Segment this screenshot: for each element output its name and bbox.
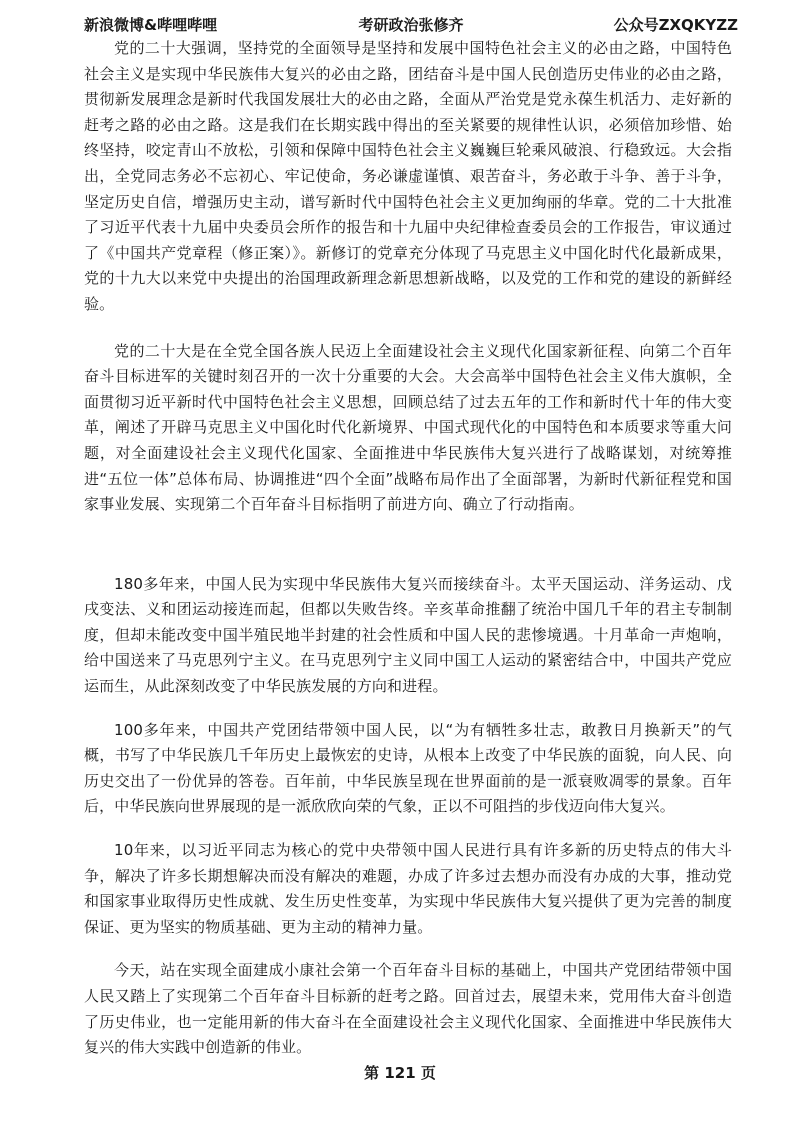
document-body: [84, 36, 732, 1061]
paragraph-2: 党的二十大是在全党全国各族人民迈上全面建设社会主义现代化国家新征程、向第二个百年奋斗目标进军的关键时刻召开的一次十分重要的大会。大会高举中国特色社会主义伟大旗帜，全面贯彻习近平新时代中国特色社会主义思想，回顾总结了过去五年的工作和新时代十年的伟大变革，阐述了开辟马克思主义中国化时代化新境界、中国式现代化的中国特色和本质要求等重大问题，对全面建设社会主义现代化国家、全面推进中华民族伟大复兴进行了战略谋划，对统筹推进“五位一体”总体布局、协调推进“四个全面”战略布局作出了全面部署，为新时代新征程党和国家事业发展、实现第二个百年奋斗目标指明了前进方向、确立了行动指南。: [84, 341, 732, 514]
paragraph-6: 今天，站在实现全面建成小康社会第一个百年奋斗目标的基础上，中国共产党团结带领中国人民又踏上了实现第二个百年奋斗目标新的赶考之路。回首过去，展望未来，党用伟大奋斗创造了历史伟业，也一定能用新的伟大奋斗在全面建设社会主义现代化国家、全面推进中华民族伟大复兴的伟大实践中创造新的伟业。: [84, 961, 732, 1057]
header-wechat-account: 公众号ZXQKYZZ: [613, 16, 738, 34]
paragraph-3: 180多年来，中国人民为实现中华民族伟大复兴而接续奋斗。太平天国运动、洋务运动、戊戌变法、义和团运动接连而起，但都以失败告终。辛亥革命推翻了统治中国几千年的君主专制制度，但却未能改变中国半殖民地半封建的社会性质和中国人民的悲惨境遇。十月革命一声炮响，给中国送来了马克思列宁主义。在马克思列宁主义同中国工人运动的紧密结合中，中国共产党应运而生，从此深刻改变了中华民族发展的方向和进程。: [84, 574, 732, 696]
paragraph-5: 10年来，以习近平同志为核心的党中央带领中国人民进行具有许多新的历史特点的伟大斗争，解决了许多长期想解决而没有解决的难题，办成了许多过去想办而没有办成的大事，推动党和国家事业取得历史性成就、发生历史性变革，为实现中华民族伟大复兴提供了更为完善的制度保证、更为坚实的物质基础、更为主动的精神力量。: [84, 841, 732, 936]
page-number: 第 121 页: [364, 1064, 436, 1082]
header-title: 考研政治张修齐: [358, 16, 464, 34]
header-weibo-bilibili: 新浪微博&哔哩哔哩: [84, 16, 218, 34]
page-header: [84, 12, 738, 38]
paragraph-4: 100多年来，中国共产党团结带领中国人民，以“为有牺牲多壮志，敢教日月换新天”的气概，书写了中华民族几千年历史上最恢宏的史诗，从根本上改变了中华民族的面貌，向人民、向历史交出了一份优异的答卷。百年前，中华民族呈现在世界面前的是一派衰败凋零的景象。百年后，中华民族向世界展现的是一派欣欣向荣的气象，正以不可阻挡的步伐迈向伟大复兴。: [84, 720, 732, 816]
paragraph-1: 党的二十大强调，坚持党的全面领导是坚持和发展中国特色社会主义的必由之路，中国特色社会主义是实现中华民族伟大复兴的必由之路，团结奋斗是中国人民创造历史伟业的必由之路，贯彻新发展理念是新时代我国发展壮大的必由之路，全面从严治党是党永葆生机活力、走好新的赶考之路的必由之路。这是我们在长期实践中得出的至关紧要的规律性认识，必须倍加珍惜、始终坚持，咬定青山不放松，引领和保障中国特色社会主义巍巍巨轮乘风破浪、行稳致远。大会指出，全党同志务必不忘初心、牢记使命，务必谦虚谨慎、艰苦奋斗，务必敢于斗争、善于斗争，坚定历史自信，增强历史主动，谱写新时代中国特色社会主义更加绚丽的华章。党的二十大批准了习近平代表十九届中央委员会所作的报告和十九届中央纪律检查委员会的工作报告，审议通过了《中国共产党章程（修正案）》。新修订的党章充分体现了马克思主义中国化时代化最新成果，党的十九大以来党中央提出的治国理政新理念新思想新战略，以及党的工作和党的建设的新鲜经验。: [84, 39, 732, 313]
